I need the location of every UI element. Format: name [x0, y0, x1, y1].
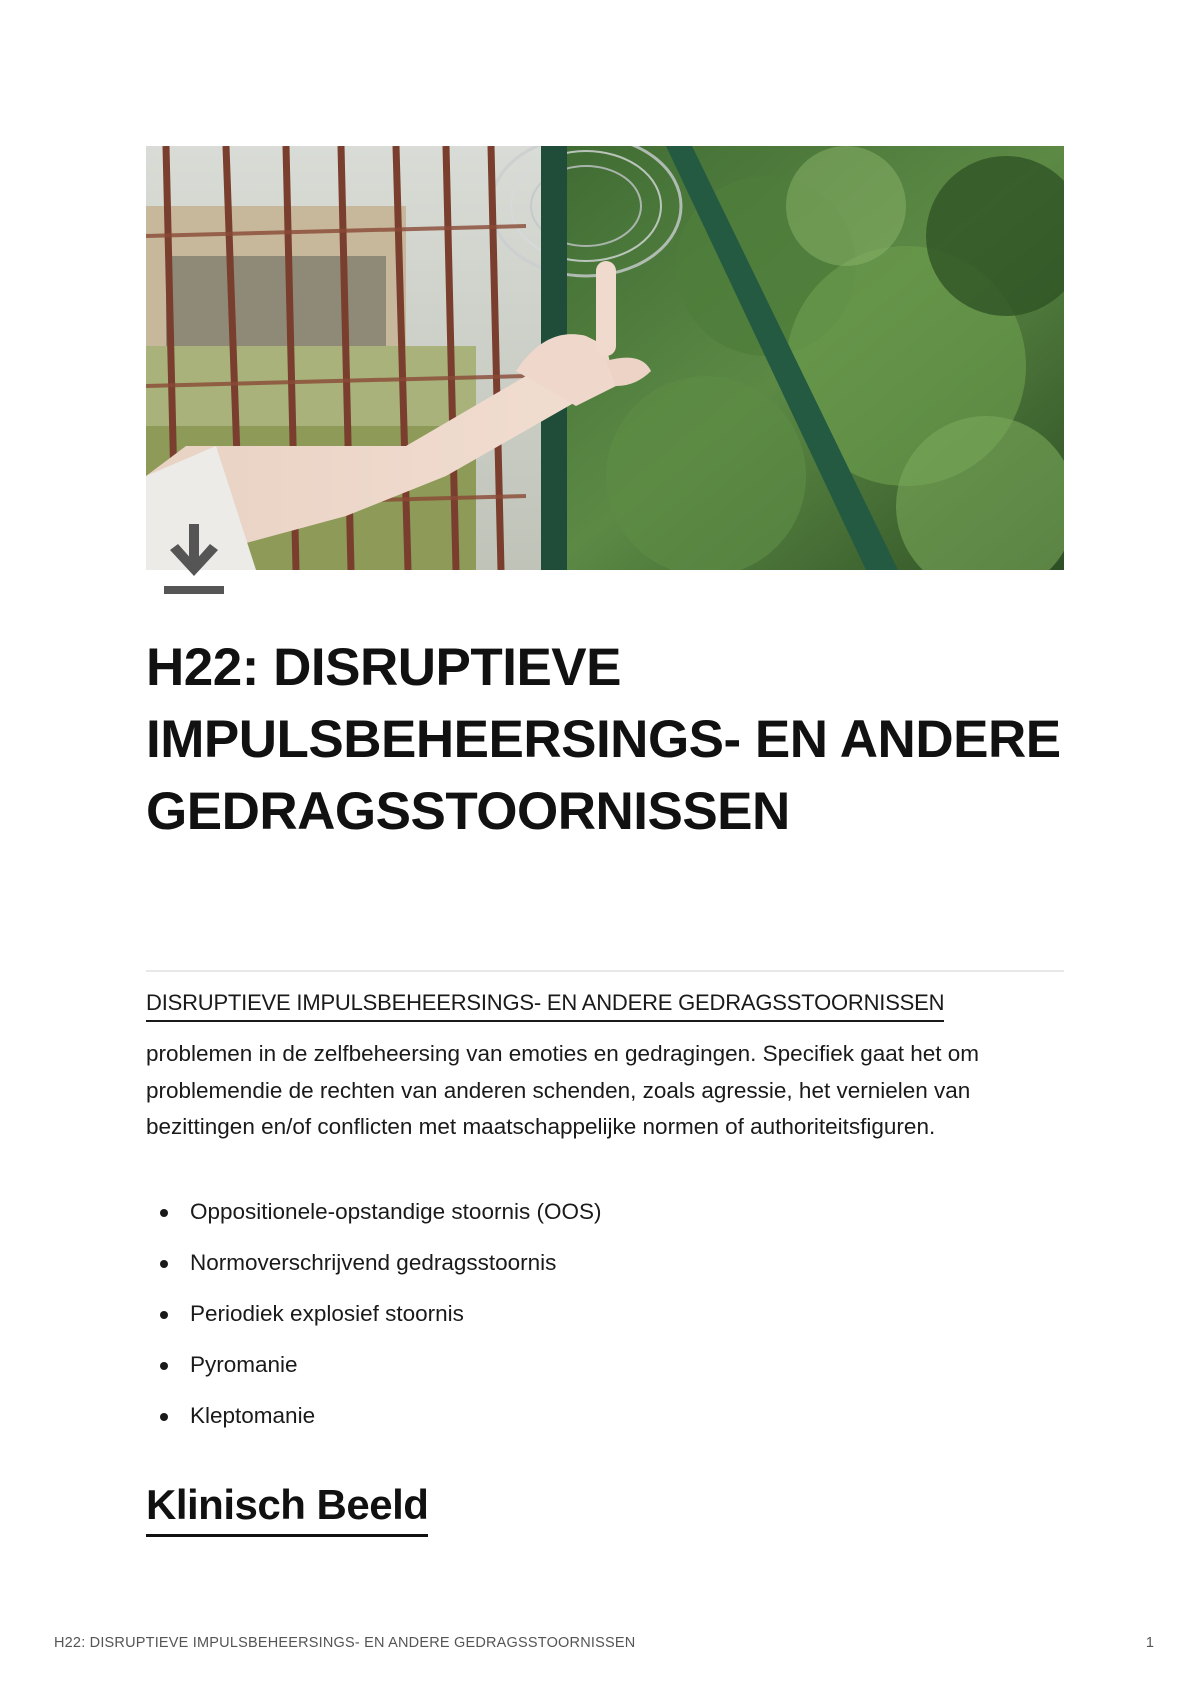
bullet-dot: [160, 1362, 168, 1370]
list-item-text: Pyromanie: [190, 1352, 298, 1377]
list-item: [146, 1245, 1046, 1296]
list-item: [146, 1296, 1046, 1347]
footer-title: H22: DISRUPTIEVE IMPULSBEHEERSINGS- EN ANDERE GEDRAGSSTOORNISSEN: [54, 1635, 636, 1651]
download-arrow-icon: [160, 522, 228, 598]
bullet-dot: [160, 1413, 168, 1421]
list-item-text: Normoverschrijvend gedragsstoornis: [190, 1250, 557, 1275]
list-item: [146, 1194, 1046, 1245]
cover-image: [146, 146, 1064, 570]
bullet-dot: [160, 1209, 168, 1217]
list-item: [146, 1347, 1046, 1398]
divider: [146, 970, 1064, 972]
list-item-text: Oppositionele-opstandige stoornis (OOS): [190, 1199, 602, 1224]
list-item-text: Periodiek explosief stoornis: [190, 1301, 464, 1326]
disorder-list: [146, 1194, 1046, 1449]
section-link[interactable]: DISRUPTIEVE IMPULSBEHEERSINGS- EN ANDERE GEDRAGSSTOORNISSEN: [146, 988, 944, 1022]
page-number: 1: [1145, 1635, 1154, 1651]
list-item-text: Kleptomanie: [190, 1403, 316, 1428]
list-item: [146, 1398, 1046, 1449]
page-title: H22: DISRUPTIEVE IMPULSBEHEERSINGS- EN ANDERE GEDRAGSSTOORNISSEN: [146, 638, 1061, 841]
section-heading: Klinisch Beeld: [146, 1478, 428, 1537]
intro-paragraph: problemen in de zelfbeheersing van emoties en gedragingen. Specifiek gaat het om problemendie de rechten van anderen schenden, zoals agressie, het vernielen van bezittingen en/of conflicten met maatschappelijke normen of authoriteitsfiguren.: [146, 1041, 980, 1139]
bullet-dot: [160, 1311, 168, 1319]
bullet-dot: [160, 1260, 168, 1268]
